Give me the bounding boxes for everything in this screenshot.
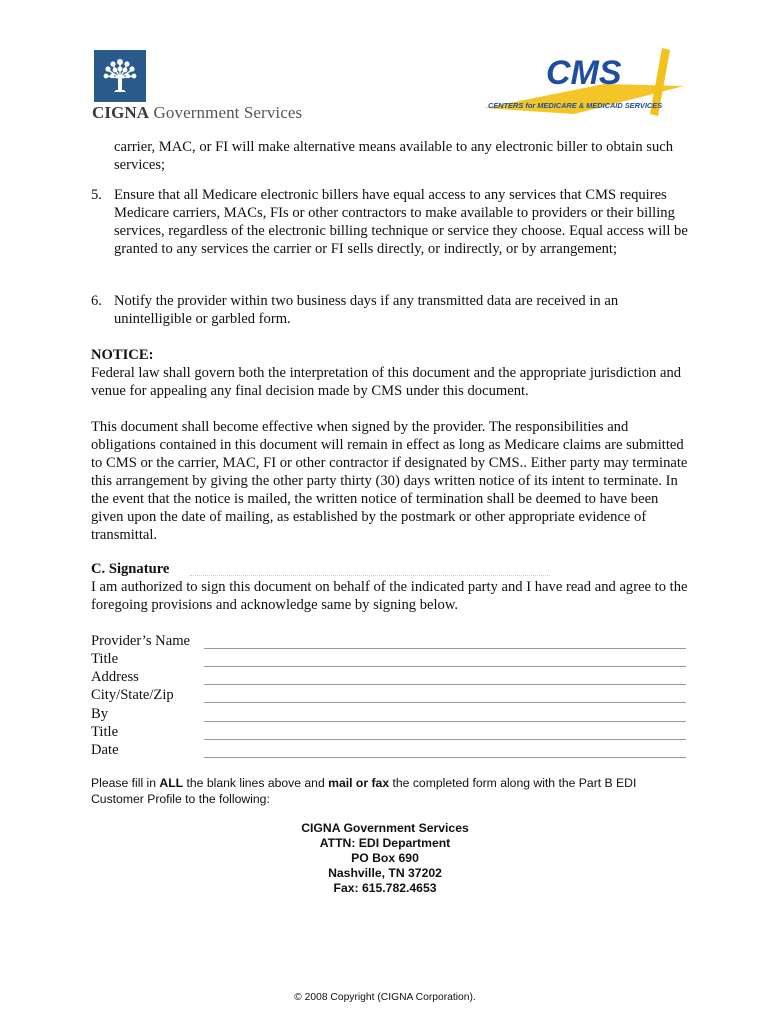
- continuation-paragraph: carrier, MAC, or FI will make alternative means available to any electronic biller to obtain such services;: [114, 139, 674, 173]
- cms-fullname: CENTERS for MEDICARE & MEDICAID SERVICES: [488, 101, 663, 110]
- cms-acronym: CMS: [546, 54, 622, 92]
- divider: [190, 575, 550, 576]
- notice-section: [91, 346, 691, 400]
- list-number: 5.: [91, 187, 102, 203]
- mailing-address: [0, 821, 770, 896]
- list-item-5: [91, 186, 691, 258]
- notice-paragraph-1: Federal law shall govern both the interpretation of this document and the appropriate jurisdiction and venue for appealing any final decision made by CMS under this document.: [91, 365, 682, 399]
- notice-heading: NOTICE:: [91, 347, 154, 363]
- cigna-wordmark: CIGNA Government Services: [92, 103, 303, 122]
- field-label-by: By: [91, 706, 109, 722]
- address-line[interactable]: [204, 684, 686, 685]
- city-state-zip-line[interactable]: [204, 702, 686, 703]
- date-line[interactable]: [204, 757, 686, 758]
- list-item-6: [91, 292, 691, 328]
- field-label-title: Title: [91, 651, 119, 667]
- address-line-1: CIGNA Government Services: [301, 821, 469, 835]
- cigna-logo: [92, 50, 302, 122]
- title-line[interactable]: [204, 666, 686, 667]
- list-text: Notify the provider within two business days if any transmitted data are received in an unintelligible or garbled form.: [114, 293, 619, 327]
- providers-name-line[interactable]: [204, 648, 686, 649]
- copyright-footer: © 2008 Copyright (CIGNA Corporation).: [294, 992, 476, 1003]
- by-line[interactable]: [204, 721, 686, 722]
- field-label-city-state-zip: City/State/Zip: [91, 687, 174, 703]
- address-line-3: PO Box 690: [351, 851, 419, 865]
- list-number: 6.: [91, 293, 102, 309]
- instructions: Please fill in ALL the blank lines above and mail or fax the completed form along with the Part B EDI Customer Profile to the following:: [91, 776, 637, 806]
- address-line-2: ATTN: EDI Department: [319, 836, 451, 850]
- address-line-5: Fax: 615.782.4653: [333, 881, 437, 895]
- effective-paragraph: This document shall become effective when signed by the provider. The responsibilities and obligations contained in this document will remain in effect as long as Medicare claims are submitted to CMS or the carrier, MAC, FI or other contractor if designated by CMS.. Either party may terminate this arrangement by giving the other party thirty (30) days written notice of its intent to terminate. In the event that the notice is mailed, the written notice of termination shall be deemed to have been given upon the date of mailing, as established by the postmark or other appropriate evidence of transmittal.: [91, 419, 688, 543]
- field-label-providers-name: Provider’s Name: [91, 633, 191, 649]
- list-text: Ensure that all Medicare electronic billers have equal access to any services that CMS requires Medicare carriers, MACs, FIs or other contractors to make available to providers or their billing services, regardless of the electronic billing technique or service they choose. Equal access will be granted to any services the carrier or FI sells directly, or indirectly, or by arrangement;: [114, 187, 688, 257]
- field-label-date: Date: [91, 742, 119, 758]
- cms-logo: [484, 46, 684, 124]
- title-2-line[interactable]: [204, 739, 686, 740]
- signature-section: [91, 560, 691, 614]
- field-label-address: Address: [91, 669, 139, 685]
- signature-heading: C. Signature: [91, 561, 170, 577]
- address-line-4: Nashville, TN 37202: [328, 866, 442, 880]
- tree-of-life-icon: [94, 50, 146, 102]
- field-label-title-2: Title: [91, 724, 119, 740]
- signature-intro: I am authorized to sign this document on behalf of the indicated party and I have read and agree to the foregoing provisions and acknowledge same by signing below.: [91, 579, 688, 613]
